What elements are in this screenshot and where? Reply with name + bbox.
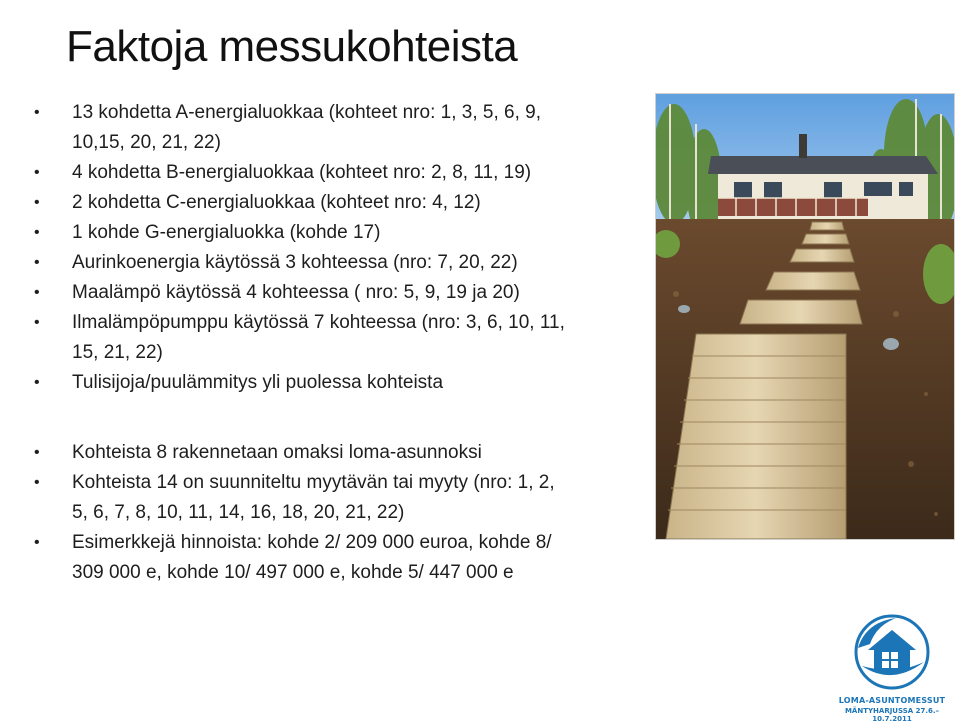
bullet-item	[32, 308, 652, 368]
bullet-icon: •	[34, 284, 40, 301]
fair-logo	[836, 608, 948, 723]
cabin-photo	[655, 93, 955, 540]
logo-title: LOMA-ASUNTOMESSUT	[838, 696, 946, 705]
bullet-item	[32, 158, 652, 188]
bullet-icon: •	[34, 444, 40, 461]
logo-subtitle: MÄNTYHARJUSSA 27.6.–10.7.2011	[844, 707, 940, 723]
bullet-text: Esimerkkejä hinnoista: kohde 2/ 209 000 euroa, kohde 8/	[72, 532, 552, 553]
bullet-icon: •	[34, 374, 40, 391]
bullet-list	[32, 98, 652, 588]
bullet-text: Kohteista 8 rakennetaan omaksi loma-asunnoksi	[72, 442, 482, 463]
bullet-icon: •	[34, 104, 40, 121]
bullet-icon: •	[34, 474, 40, 491]
bullet-text: 1 kohde G-energialuokka (kohde 17)	[72, 222, 381, 243]
bullet-icon: •	[34, 314, 40, 331]
bullet-text: Tulisijoja/puulämmitys yli puolessa kohteista	[72, 372, 444, 393]
bullet-text: 5, 6, 7, 8, 10, 11, 14, 16, 18, 20, 21, 22)	[72, 502, 405, 523]
bullet-item	[32, 438, 652, 468]
bullet-text: 4 kohdetta B-energialuokkaa (kohteet nro: 2, 8, 11, 19)	[72, 162, 532, 183]
bullet-icon: •	[34, 534, 40, 551]
bullet-icon: •	[34, 164, 40, 181]
bullet-text: 10,15, 20, 21, 22)	[72, 132, 221, 153]
bullet-item	[32, 368, 652, 398]
house-logo-icon	[836, 608, 948, 696]
bullet-text: Kohteista 14 on suunniteltu myytävän tai myyty (nro: 1, 2,	[72, 472, 555, 493]
bullet-item	[32, 98, 652, 158]
bullet-item	[32, 278, 652, 308]
bullet-icon: •	[34, 194, 40, 211]
bullet-icon: •	[34, 254, 40, 271]
bullet-text: 309 000 e, kohde 10/ 497 000 e, kohde 5/ 447 000 e	[72, 562, 514, 583]
bullet-text: Maalämpö käytössä 4 kohteessa ( nro: 5, 9, 19 ja 20)	[72, 282, 520, 303]
bullet-item	[32, 248, 652, 278]
bullet-item	[32, 218, 652, 248]
bullet-item	[32, 528, 652, 588]
bullet-text: 2 kohdetta C-energialuokkaa (kohteet nro: 4, 12)	[72, 192, 481, 213]
list-spacer	[32, 398, 652, 438]
bullet-text: Ilmalämpöpumppu käytössä 7 kohteessa (nro: 3, 6, 10, 11,	[72, 312, 565, 333]
bullet-item	[32, 468, 652, 528]
bullet-text: 13 kohdetta A-energialuokkaa (kohteet nro: 1, 3, 5, 6, 9,	[72, 102, 541, 123]
cabin-photo-illustration	[656, 94, 954, 539]
slide-title: Faktoja messukohteista	[66, 22, 518, 71]
bullet-icon: •	[34, 224, 40, 241]
bullet-text: 15, 21, 22)	[72, 342, 163, 363]
bullet-item	[32, 188, 652, 218]
bullet-text: Aurinkoenergia käytössä 3 kohteessa (nro: 7, 20, 22)	[72, 252, 518, 273]
